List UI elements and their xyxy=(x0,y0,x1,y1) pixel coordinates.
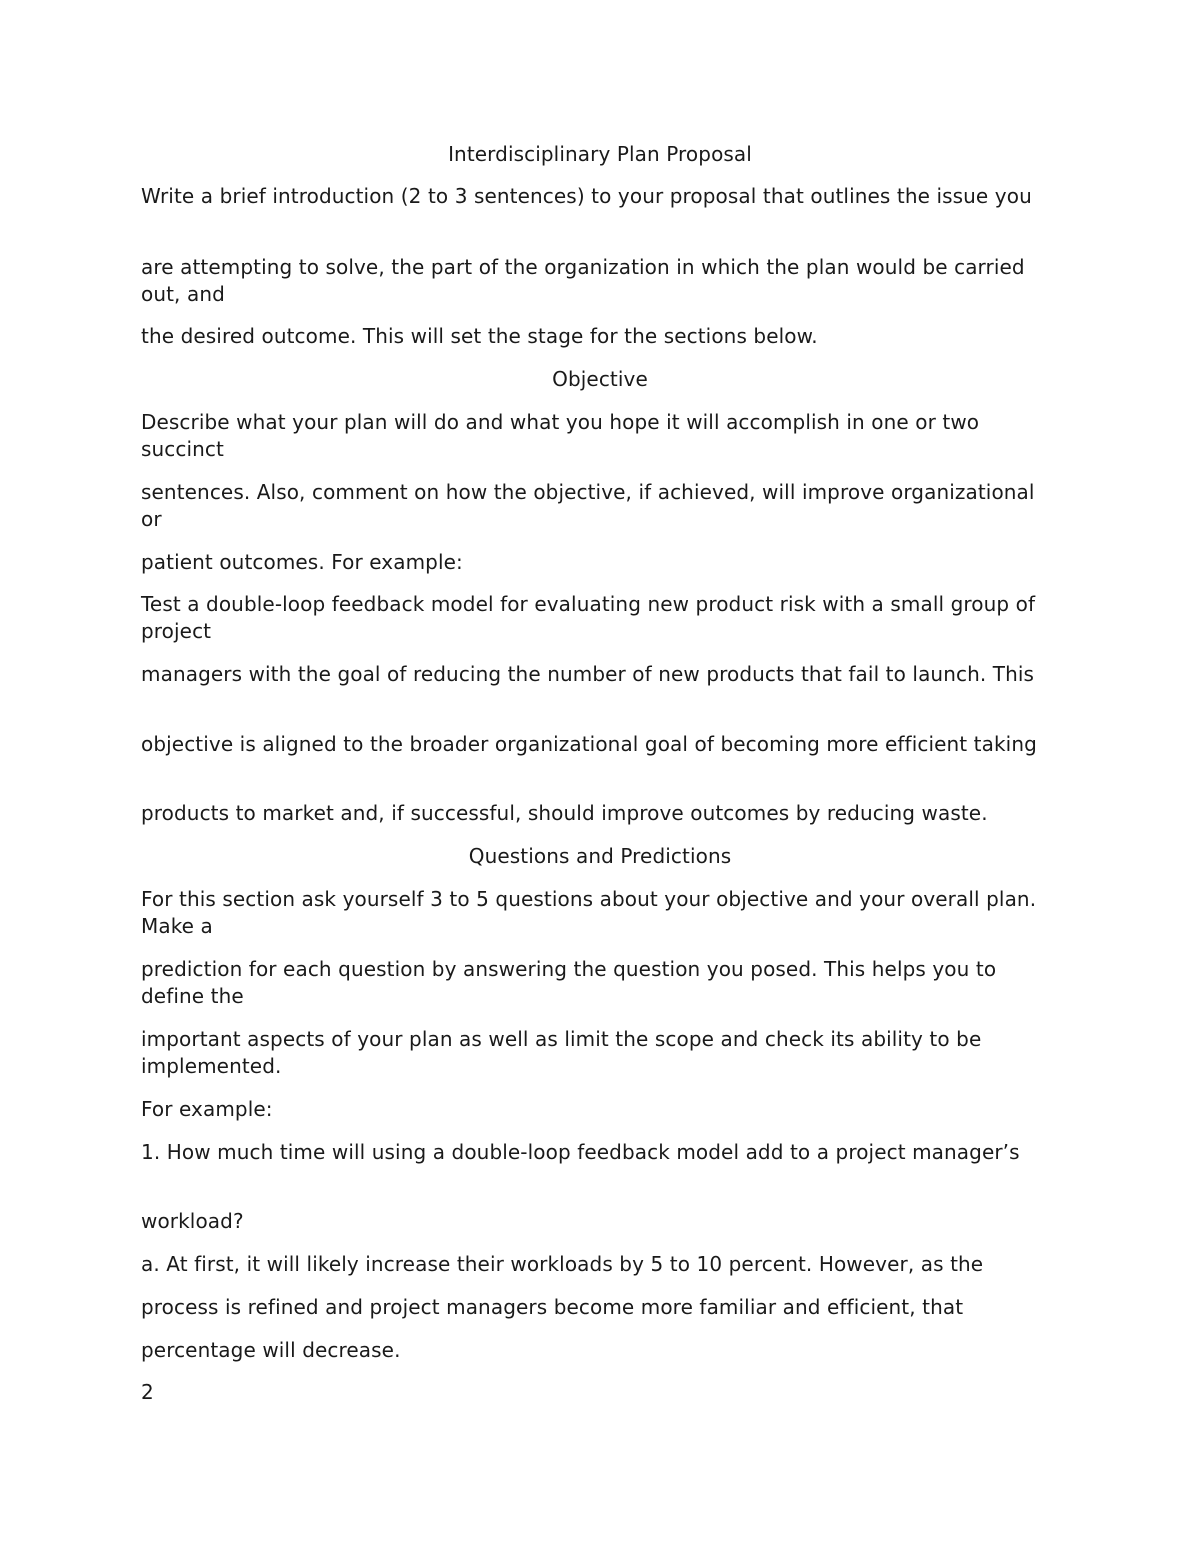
intro-paragraph-1: Write a brief introduction (2 to 3 sentences) to your proposal that outlines the issue you xyxy=(141,184,1032,208)
answer-1a-line-3: percentage will decrease. xyxy=(141,1338,401,1362)
intro-paragraph-2: are attempting to solve, the part of the organization in which the plan would be carried out, and xyxy=(141,255,1025,306)
objective-paragraph-2: sentences. Also, comment on how the objective, if achieved, will improve organizational or xyxy=(141,480,1035,531)
objective-example-1: Test a double-loop feedback model for evaluating new product risk with a small group of project xyxy=(141,592,1036,643)
objective-example-3: objective is aligned to the broader organizational goal of becoming more efficient taking xyxy=(141,732,1037,756)
intro-paragraph-3: the desired outcome. This will set the stage for the sections below. xyxy=(141,324,818,348)
question-1-continued: workload? xyxy=(141,1209,244,1233)
objective-heading: Objective xyxy=(552,367,648,391)
questions-paragraph-1: For this section ask yourself 3 to 5 questions about your objective and your overall plan. Make a xyxy=(141,887,1037,938)
answer-1a-line-1: a. At first, it will likely increase their workloads by 5 to 10 percent. However, as the xyxy=(141,1252,984,1276)
objective-example-4: products to market and, if successful, should improve outcomes by reducing waste. xyxy=(141,801,988,825)
objective-paragraph-3: patient outcomes. For example: xyxy=(141,550,463,574)
objective-example-2: managers with the goal of reducing the number of new products that fail to launch. This xyxy=(141,662,1035,686)
question-1: 1. How much time will using a double-loop feedback model add to a project manager’s xyxy=(141,1140,1020,1164)
page-number: 2 xyxy=(141,1380,154,1404)
questions-paragraph-3: important aspects of your plan as well as limit the scope and check its ability to be implemented. xyxy=(141,1027,982,1078)
objective-paragraph-1: Describe what your plan will do and what you hope it will accomplish in one or two succinct xyxy=(141,410,980,461)
answer-1a-line-2: process is refined and project managers become more familiar and efficient, that xyxy=(141,1295,964,1319)
questions-paragraph-2: prediction for each question by answering the question you posed. This helps you to define the xyxy=(141,957,997,1008)
questions-for-example: For example: xyxy=(141,1097,273,1121)
document-title: Interdisciplinary Plan Proposal xyxy=(448,142,752,166)
questions-heading: Questions and Predictions xyxy=(468,844,732,868)
